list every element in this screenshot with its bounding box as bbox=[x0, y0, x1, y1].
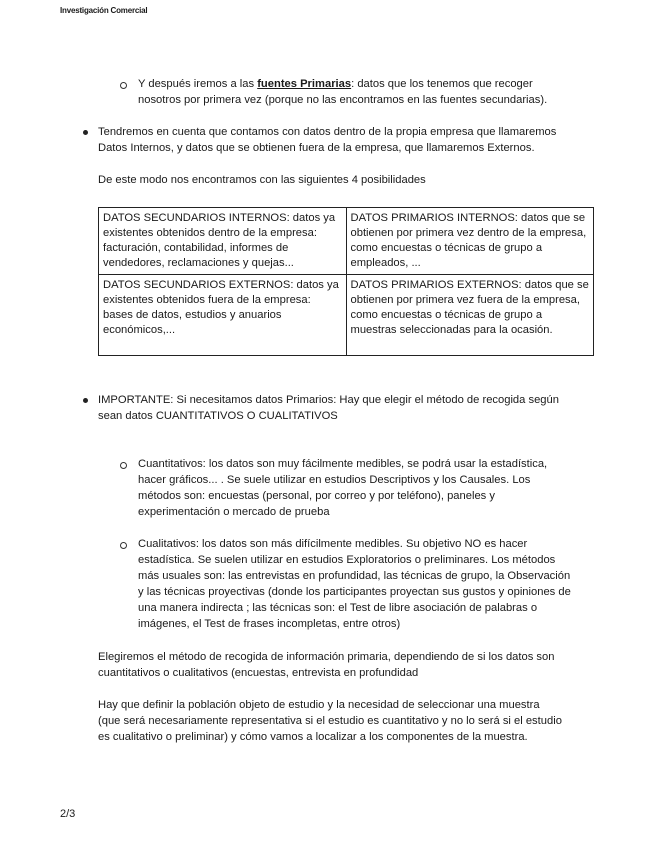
population-line-3: es cualitativo o preliminar) y cómo vamos a localizar a los componentes de la muestra. bbox=[98, 731, 528, 743]
table-cell-primary-external: DATOS PRIMARIOS EXTERNOS: datos que se obtienen por primera vez fuera de la empresa, como encuestas o técnicas de grupo a muestras seleccionadas para la ocasión. bbox=[346, 275, 594, 356]
data-types-table bbox=[98, 207, 594, 356]
important-line-1: IMPORTANTE: Si necesitamos datos Primarios: Hay que elegir el método de recogida según bbox=[98, 394, 559, 406]
sub-bullet-icon bbox=[120, 462, 127, 469]
qualitative-line-4: y las técnicas proyectivas (donde los participantes proyectan sus gustos y opiniones de bbox=[138, 586, 571, 598]
bullet-icon bbox=[83, 398, 88, 403]
table-cell-secondary-internal: DATOS SECUNDARIOS INTERNOS: datos ya existentes obtenidos dentro de la empresa: facturación, contabilidad, informes de vendedores, reclamaciones y quejas... bbox=[99, 208, 347, 275]
method-line-1: Elegiremos el método de recogida de información primaria, dependiendo de si los datos son bbox=[98, 651, 555, 663]
important-line-2: sean datos CUANTITATIVOS O CUALITATIVOS bbox=[98, 410, 338, 422]
table-cell-secondary-external: DATOS SECUNDARIOS EXTERNOS: datos ya existentes obtenidos fuera de la empresa: bases de datos, estudios y anuarios económicos,... bbox=[99, 275, 347, 356]
table-cell-primary-internal: DATOS PRIMARIOS INTERNOS: datos que se obtienen por primera vez dentro de la empresa, como encuestas o técnicas de grupo a empleados, ... bbox=[346, 208, 594, 275]
bullet-icon bbox=[83, 130, 88, 135]
page-number: 2/3 bbox=[60, 808, 76, 820]
population-line-1: Hay que definir la población objeto de estudio y la necesidad de seleccionar una muestra bbox=[98, 699, 540, 711]
quantitative-line-3: métodos son: encuestas (personal, por correo y por teléfono), paneles y bbox=[138, 490, 495, 502]
quantitative-line-2: hacer gráficos... . Se suele utilizar en estudios Descriptivos y los Causales. Los bbox=[138, 474, 531, 486]
quantitative-line-1: Cuantitativos: los datos son muy fácilmente medibles, se podrá usar la estadística, bbox=[138, 458, 548, 470]
qualitative-line-3: más usuales son: las entrevistas en profundidad, las técnicas de grupo, la Observación bbox=[138, 570, 571, 582]
primary-sources-line-2: nosotros por primera vez (porque no las encontramos en las fuentes secundarias). bbox=[138, 94, 548, 106]
table-row bbox=[99, 208, 594, 275]
possibilities-intro: De este modo nos encontramos con las siguientes 4 posibilidades bbox=[98, 174, 426, 186]
primary-sources-term: fuentes Primarias bbox=[257, 78, 352, 90]
quantitative-line-4: experimentación o mercado de prueba bbox=[138, 506, 330, 518]
internal-external-line-1: Tendremos en cuenta que contamos con datos dentro de la propia empresa que llamaremos bbox=[98, 126, 557, 138]
sub-bullet-icon bbox=[120, 542, 127, 549]
qualitative-line-6: imágenes, el Test de frases incompletas, entre otros) bbox=[138, 618, 401, 630]
document-header: Investigación Comercial bbox=[60, 6, 148, 15]
sub-bullet-icon bbox=[120, 82, 127, 89]
population-line-2: (que será necesariamente representativa si el estudio es cuantitativo y no lo será si el estudio bbox=[98, 715, 562, 727]
qualitative-line-5: una manera indirecta ; las técnicas son: el Test de libre asociación de palabras o bbox=[138, 602, 538, 614]
qualitative-line-2: estadística. Se suelen utilizar en estudios Exploratorios o preliminares. Los métodos bbox=[138, 554, 556, 566]
primary-sources-line-1: Y después iremos a las fuentes Primarias: datos que los tenemos que recoger bbox=[138, 78, 533, 90]
method-line-2: cuantitativos o cualitativos (encuestas, entrevista en profundidad bbox=[98, 667, 419, 679]
table-row bbox=[99, 275, 594, 356]
qualitative-line-1: Cualitativos: los datos son más difícilmente medibles. Su objetivo NO es hacer bbox=[138, 538, 528, 550]
internal-external-line-2: Datos Internos, y datos que se obtienen fuera de la empresa, que llamaremos Externos. bbox=[98, 142, 535, 154]
